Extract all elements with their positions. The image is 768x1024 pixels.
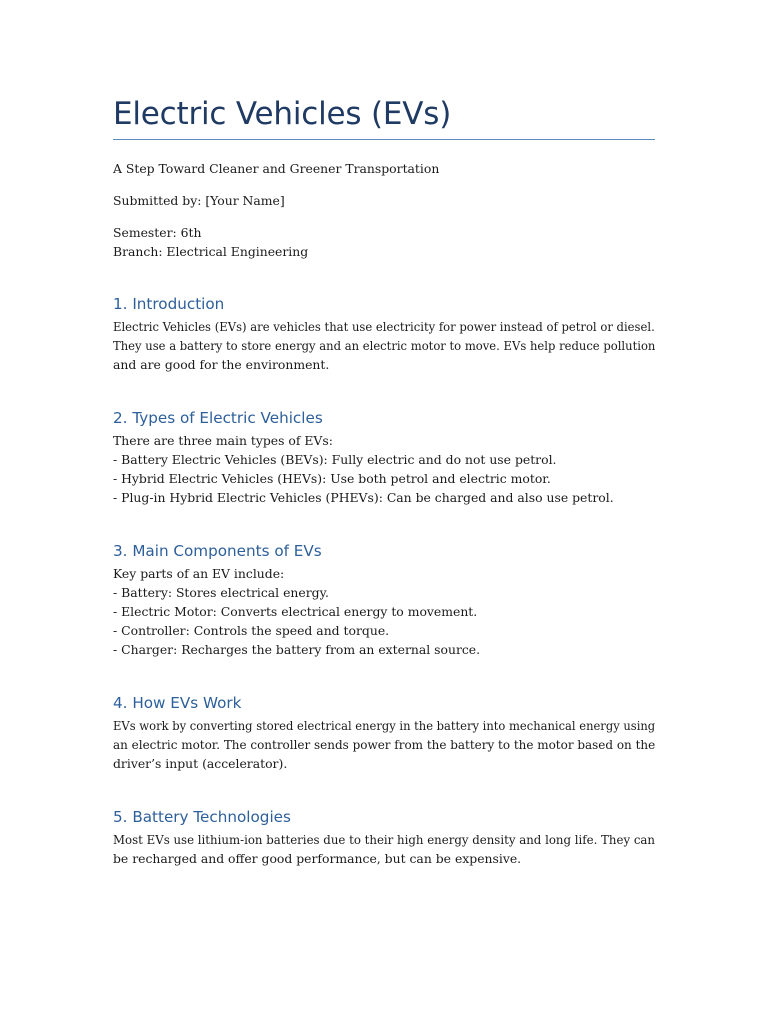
section-line: There are three main types of EVs:: [113, 433, 333, 448]
section-line: and are good for the environment.: [113, 357, 330, 372]
branch: Branch: Electrical Engineering: [113, 244, 309, 259]
document-title: Electric Vehicles (EVs): [113, 96, 452, 132]
section-line: be recharged and offer good performance, but can be expensive.: [113, 851, 522, 866]
list-item: - Charger: Recharges the battery from an external source.: [113, 642, 481, 657]
list-item: - Battery: Stores electrical energy.: [113, 585, 329, 600]
semester: Semester: 6th: [113, 225, 202, 240]
list-item: - Controller: Controls the speed and torque.: [113, 623, 390, 638]
section-line: Electric Vehicles (EVs) are vehicles that use electricity for power instead of petrol or diesel.: [113, 319, 655, 334]
document-subtitle: A Step Toward Cleaner and Greener Transportation: [113, 161, 440, 176]
section-line: EVs work by converting stored electrical energy in the battery into mechanical energy using: [113, 718, 656, 733]
section-heading-introduction: 1. Introduction: [113, 295, 225, 313]
list-item: - Hybrid Electric Vehicles (HEVs): Use both petrol and electric motor.: [113, 471, 551, 486]
section-line: driver’s input (accelerator).: [113, 756, 288, 771]
section-line: Key parts of an EV include:: [113, 566, 285, 581]
section-line: They use a battery to store energy and an electric motor to move. EVs help reduce pollution: [113, 338, 656, 353]
list-item: - Battery Electric Vehicles (BEVs): Fully electric and do not use petrol.: [113, 452, 557, 467]
section-heading-types: 2. Types of Electric Vehicles: [113, 409, 323, 427]
section-heading-battery-technologies: 5. Battery Technologies: [113, 808, 291, 826]
list-item: - Plug-in Hybrid Electric Vehicles (PHEVs): Can be charged and also use petrol.: [113, 490, 614, 505]
list-item: - Electric Motor: Converts electrical energy to movement.: [113, 604, 478, 619]
section-heading-how-evs-work: 4. How EVs Work: [113, 694, 242, 712]
section-line: an electric motor. The controller sends power from the battery to the motor based on the: [113, 737, 656, 752]
submitted-by: Submitted by: [Your Name]: [113, 193, 285, 208]
section-line: Most EVs use lithium-ion batteries due to their high energy density and long life. They can: [113, 832, 656, 847]
title-underline: [113, 139, 655, 140]
section-heading-components: 3. Main Components of EVs: [113, 542, 322, 560]
